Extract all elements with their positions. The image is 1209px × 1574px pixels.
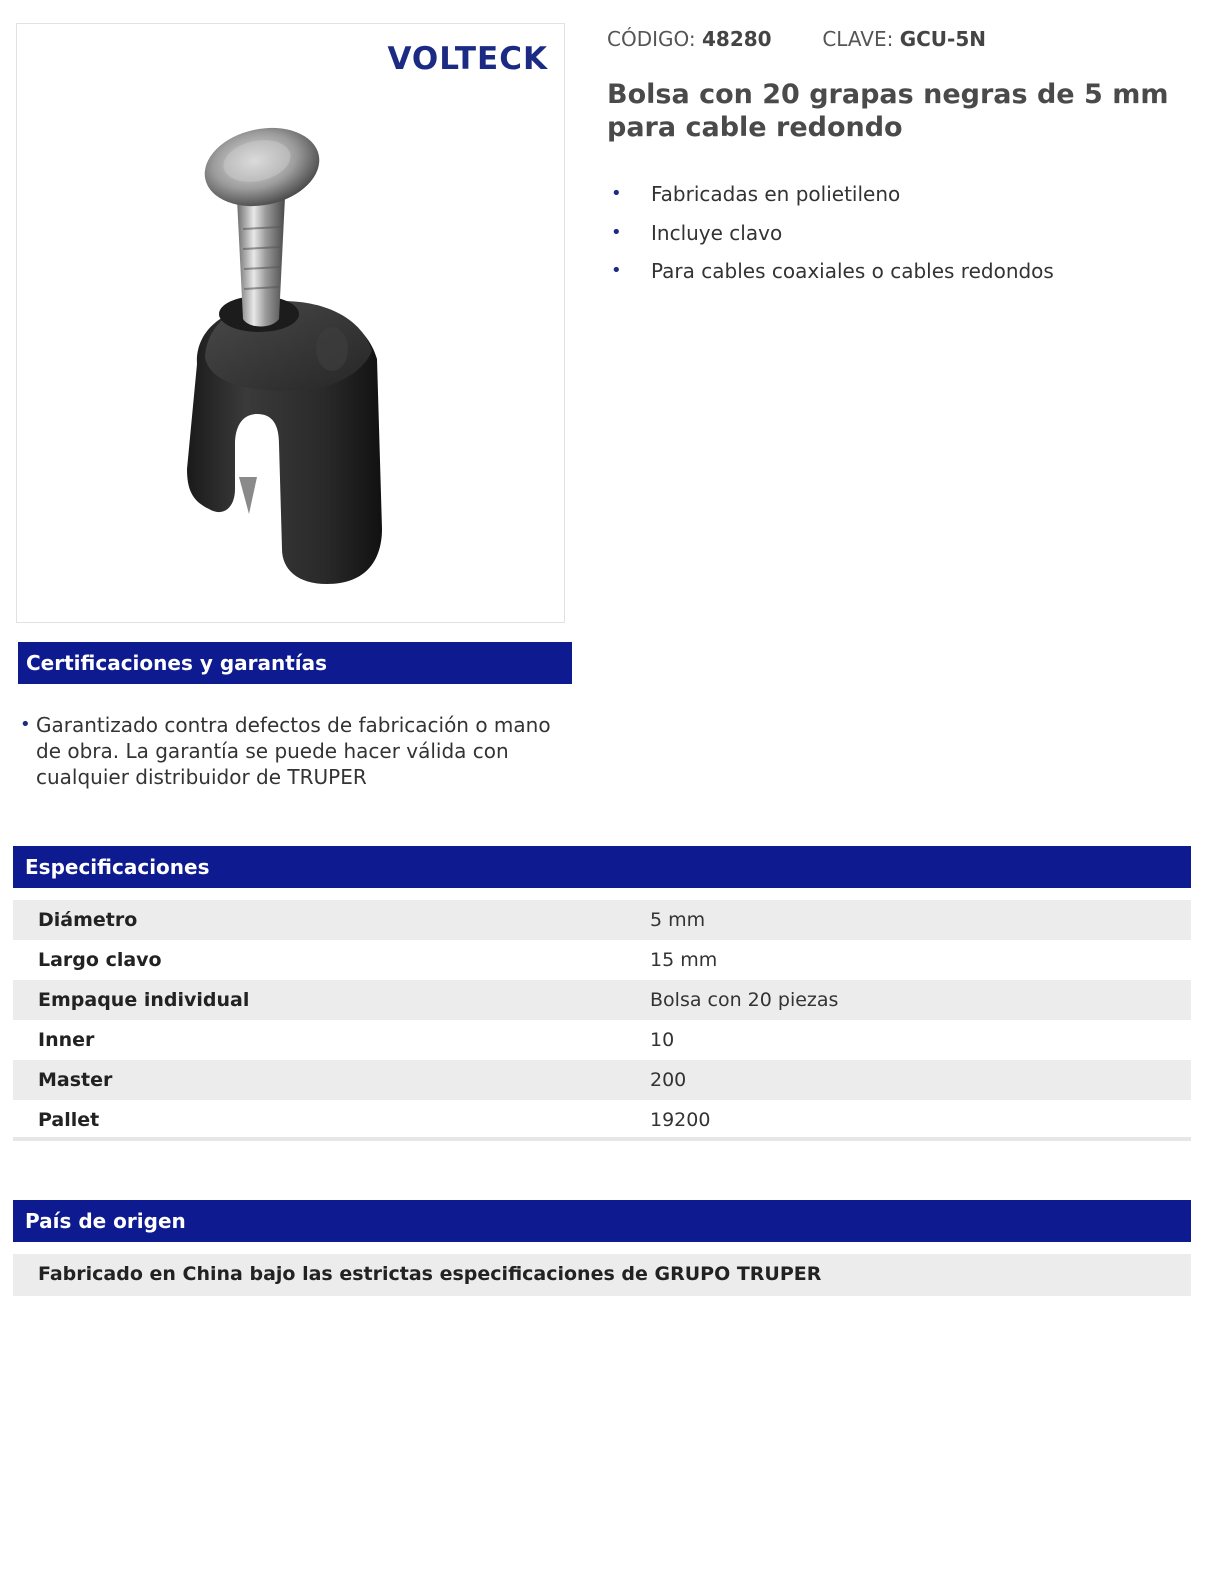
spec-value: 15 mm [650,949,718,971]
spec-label: Largo clavo [38,949,162,971]
bullet-icon: • [20,714,31,735]
spec-value: 19200 [650,1109,711,1131]
spec-label: Inner [38,1029,95,1051]
product-image-box [16,23,565,623]
feature-text: Fabricadas en polietileno [651,182,901,206]
bullet-icon: • [611,221,622,243]
spec-value: 200 [650,1069,687,1091]
spec-label: Empaque individual [38,989,250,1011]
cable-clip-with-nail-image [157,109,437,589]
table-row [13,940,1191,980]
key-label: CLAVE: [822,27,894,51]
certifications-heading: Certificaciones y garantías [18,642,572,684]
spec-label: Master [38,1069,113,1091]
feature-text: Incluye clavo [651,220,783,245]
warranty-note [20,712,555,790]
origin-heading: País de origen [13,1200,1191,1242]
brand-logo: VOLTECK [387,41,548,77]
feature-item [607,175,1197,214]
bullet-icon: • [611,260,622,281]
table-row [13,1020,1191,1060]
origin-text: Fabricado en China bajo las estrictas especificaciones de GRUPO TRUPER [13,1254,1191,1296]
code-value: 48280 [702,27,772,51]
feature-text: Para cables coaxiales o cables redondos [651,259,1054,283]
feature-item [607,214,1197,253]
specifications-table [13,900,1191,1140]
warranty-text: Garantizado contra defectos de fabricación o mano de obra. La garantía se puede hacer válida con cualquier distribuidor de TRUPER [36,713,551,789]
product-codes [607,27,986,51]
specifications-heading: Especificaciones [13,846,1191,888]
table-row [13,980,1191,1020]
product-title: Bolsa con 20 grapas negras de 5 mm para cable redondo [607,79,1169,143]
key-value: GCU-5N [899,27,986,51]
spec-label: Diámetro [38,909,138,931]
code-label: CÓDIGO: [607,27,696,51]
spec-value: 10 [650,1029,675,1051]
table-row [13,1100,1191,1140]
spec-label: Pallet [38,1109,100,1131]
bullet-icon: • [611,183,622,204]
table-row [13,900,1191,940]
feature-item [607,252,1197,291]
spec-value: Bolsa con 20 piezas [650,989,839,1011]
table-divider [13,1137,1191,1141]
spec-value: 5 mm [650,909,706,931]
table-row [13,1060,1191,1100]
feature-list [607,175,1197,291]
